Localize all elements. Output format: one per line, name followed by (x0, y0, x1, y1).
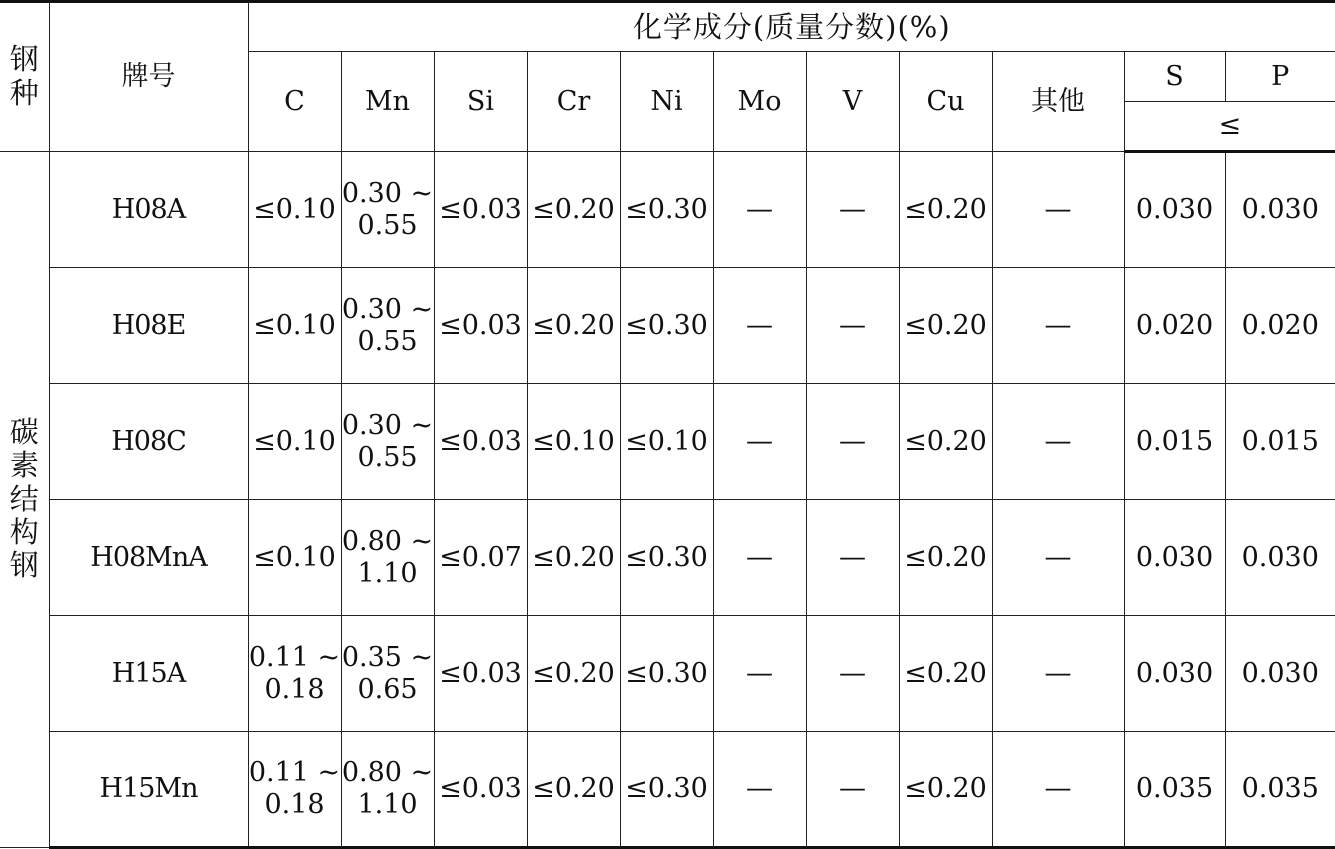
cell-p: 0.030 (1225, 152, 1335, 268)
cell-si: ≤0.03 (434, 268, 527, 384)
table-row (0, 268, 1335, 384)
cell-mo: — (713, 152, 806, 268)
cell-s: 0.020 (1124, 268, 1225, 384)
cell-cu: ≤0.20 (899, 616, 992, 732)
cell-mo: — (713, 268, 806, 384)
cell-s: 0.030 (1124, 616, 1225, 732)
table-row (0, 500, 1335, 616)
table-row (0, 384, 1335, 500)
cell-other: — (992, 616, 1124, 732)
table-row (0, 152, 1335, 268)
cell-c: ≤0.10 (248, 152, 341, 268)
cell-mn: 0.80 ~ 1.10 (341, 732, 434, 848)
cell-ni: ≤0.30 (620, 268, 713, 384)
cell-p: 0.035 (1225, 732, 1335, 848)
cell-c: ≤0.10 (248, 500, 341, 616)
cell-mo: — (713, 616, 806, 732)
cell-cr: ≤0.20 (527, 152, 620, 268)
cell-cu: ≤0.20 (899, 384, 992, 500)
row-grade: H08E (49, 268, 248, 384)
cell-cr: ≤0.20 (527, 616, 620, 732)
cell-mo: — (713, 384, 806, 500)
header-element-ni: Ni (620, 52, 713, 152)
table-row (0, 616, 1335, 732)
cell-c: 0.11 ~ 0.18 (248, 732, 341, 848)
cell-cu: ≤0.20 (899, 152, 992, 268)
header-s: S (1124, 52, 1225, 102)
cell-s: 0.015 (1124, 384, 1225, 500)
cell-v: — (806, 268, 899, 384)
group-steel-type: 碳素结构钢 (0, 152, 49, 848)
header-steel-type: 钢种 (0, 2, 49, 152)
cell-cr: ≤0.10 (527, 384, 620, 500)
cell-p: 0.030 (1225, 616, 1335, 732)
row-grade: H08A (49, 152, 248, 268)
cell-v: — (806, 500, 899, 616)
cell-p: 0.015 (1225, 384, 1335, 500)
cell-p: 0.030 (1225, 500, 1335, 616)
cell-si: ≤0.03 (434, 152, 527, 268)
table-row (0, 732, 1335, 848)
cell-other: — (992, 384, 1124, 500)
cell-other: — (992, 732, 1124, 848)
header-element-mo: Mo (713, 52, 806, 152)
cell-cr: ≤0.20 (527, 732, 620, 848)
cell-v: — (806, 152, 899, 268)
cell-cr: ≤0.20 (527, 500, 620, 616)
header-element-v: V (806, 52, 899, 152)
header-element-mn: Mn (341, 52, 434, 152)
cell-mn: 0.35 ~ 0.65 (341, 616, 434, 732)
cell-ni: ≤0.30 (620, 616, 713, 732)
cell-si: ≤0.03 (434, 616, 527, 732)
cell-s: 0.035 (1124, 732, 1225, 848)
header-le-symbol: ≤ (1124, 102, 1335, 152)
row-grade: H08MnA (49, 500, 248, 616)
header-element-cu: Cu (899, 52, 992, 152)
cell-c: ≤0.10 (248, 268, 341, 384)
cell-p: 0.020 (1225, 268, 1335, 384)
header-element-si: Si (434, 52, 527, 152)
cell-cu: ≤0.20 (899, 732, 992, 848)
cell-ni: ≤0.30 (620, 152, 713, 268)
cell-si: ≤0.03 (434, 384, 527, 500)
cell-ni: ≤0.30 (620, 732, 713, 848)
cell-si: ≤0.03 (434, 732, 527, 848)
cell-ni: ≤0.10 (620, 384, 713, 500)
cell-cu: ≤0.20 (899, 268, 992, 384)
cell-ni: ≤0.30 (620, 500, 713, 616)
cell-mo: — (713, 732, 806, 848)
cell-mn: 0.30 ~ 0.55 (341, 384, 434, 500)
cell-cr: ≤0.20 (527, 268, 620, 384)
cell-si: ≤0.07 (434, 500, 527, 616)
cell-s: 0.030 (1124, 152, 1225, 268)
cell-c: ≤0.10 (248, 384, 341, 500)
cell-s: 0.030 (1124, 500, 1225, 616)
cell-v: — (806, 384, 899, 500)
cell-mn: 0.30 ~ 0.55 (341, 268, 434, 384)
cell-mn: 0.80 ~ 1.10 (341, 500, 434, 616)
row-grade: H15A (49, 616, 248, 732)
cell-v: — (806, 616, 899, 732)
cell-mo: — (713, 500, 806, 616)
row-grade: H08C (49, 384, 248, 500)
cell-other: — (992, 152, 1124, 268)
cell-other: — (992, 500, 1124, 616)
header-element-other: 其他 (992, 52, 1124, 152)
header-grade: 牌号 (49, 2, 248, 152)
cell-cu: ≤0.20 (899, 500, 992, 616)
cell-other: — (992, 268, 1124, 384)
cell-mn: 0.30 ~ 0.55 (341, 152, 434, 268)
cell-v: — (806, 732, 899, 848)
table-body (0, 2, 1335, 848)
cell-c: 0.11 ~ 0.18 (248, 616, 341, 732)
header-element-cr: Cr (527, 52, 620, 152)
row-grade: H15Mn (49, 732, 248, 848)
header-element-c: C (248, 52, 341, 152)
header-p: P (1225, 52, 1335, 102)
header-composition-title: 化学成分(质量分数)(%) (248, 2, 1335, 52)
